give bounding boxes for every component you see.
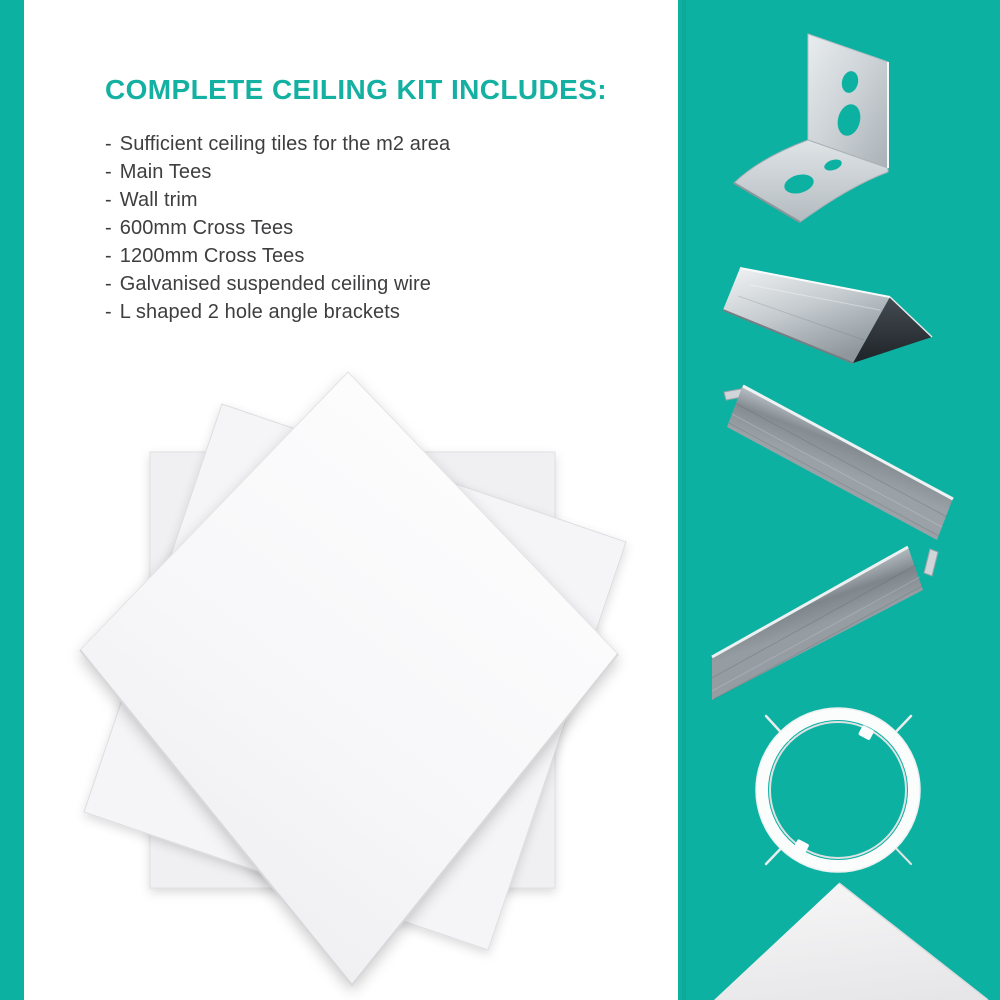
bullet-dash: - — [105, 217, 112, 239]
list-item — [105, 186, 665, 214]
ceiling-tile-top-layer — [80, 372, 618, 985]
bullet-dash: - — [105, 301, 112, 323]
kit-items-list — [105, 130, 665, 326]
list-item-text: Wall trim — [119, 189, 198, 211]
bullet-dash: - — [105, 273, 112, 295]
list-item — [105, 270, 665, 298]
bullet-dash: - — [105, 245, 112, 267]
list-item — [105, 242, 665, 270]
right-accent-column — [678, 0, 1000, 1000]
tile-edge-line — [80, 650, 618, 985]
ceiling-tile-bottom-layer — [150, 452, 555, 888]
list-item-text: 600mm Cross Tees — [119, 217, 294, 239]
page-title: COMPLETE CEILING KIT INCLUDES: — [105, 74, 607, 105]
list-item-text: Main Tees — [119, 161, 212, 183]
list-item-text: Sufficient ceiling tiles for the m2 area — [119, 133, 451, 155]
bullet-dash: - — [105, 189, 112, 211]
bullet-dash: - — [105, 161, 112, 183]
kit-description — [105, 74, 665, 326]
list-item-text: Galvanised suspended ceiling wire — [119, 273, 432, 295]
list-item-text: L shaped 2 hole angle brackets — [119, 301, 401, 323]
stacked-ceiling-tiles-image — [80, 372, 626, 985]
list-item — [105, 130, 665, 158]
ceiling-tile-middle-layer — [84, 404, 626, 950]
list-item-text: 1200mm Cross Tees — [119, 245, 305, 267]
list-item — [105, 214, 665, 242]
list-item — [105, 158, 665, 186]
left-accent-bar — [0, 0, 24, 1000]
list-item — [105, 298, 665, 326]
bullet-dash: - — [105, 133, 112, 155]
